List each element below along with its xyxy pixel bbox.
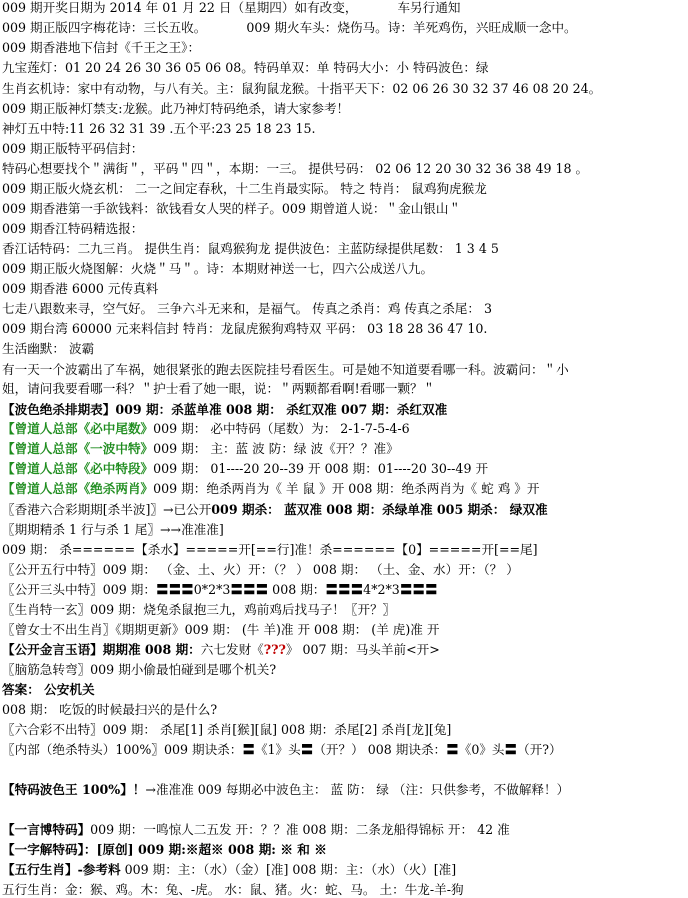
text-line (2, 201, 461, 217)
line-segment: 009 期正版神灯禁支:龙猴。此乃神灯特码绝杀，请大家参考！ (2, 101, 350, 116)
text-line (2, 261, 433, 277)
text-line (2, 101, 349, 117)
line-segment: 有一天一个波霸出了车祸，她很紧张的跑去医院挂号看医生。可是她不知道要看哪一科。波霸问：＂小 (2, 362, 569, 377)
line-segment: 【公开金言玉语】期期准 008 期： (2, 642, 201, 657)
text-line (2, 141, 143, 157)
text-line (2, 682, 95, 698)
text-line (2, 542, 538, 558)
line-segment: 009 期正版火烧图解：火烧＂马＂。诗：本期财神送一七，四六公成送八九。 (2, 261, 434, 276)
text-line (2, 602, 395, 618)
text-line (2, 441, 399, 457)
text-line (2, 461, 488, 477)
line-segment: 【曾道人总部《必中尾数》 (2, 421, 154, 436)
text-line (2, 402, 447, 418)
line-segment: 009 期：一鸣惊人二五发 开：？？准 008 期：二条龙船得锦标 开： 42 准 (90, 822, 510, 837)
line-segment: 〖公开五行中特〗009 期： （金、土、火）开：（？ ） 008 期： （土、金、水）开：（？ ） (2, 562, 519, 577)
text-line (2, 181, 487, 197)
text-line (2, 582, 438, 598)
line-segment: 【五行生肖】-参考料 (2, 862, 121, 877)
line-segment: 〖公开三头中特〗009 期：〓〓〓0*2*3〓〓〓 008 期：〓〓〓4*2*3〓〓〓 (2, 582, 438, 597)
text-line (2, 722, 451, 738)
text-line (2, 81, 601, 97)
line-segment: 009 期：主：（水）（金）[准] 008 期：主：（水）（火）[准] (120, 862, 457, 877)
line-segment: 009 期正版四字梅花诗：三长五收。 (2, 20, 207, 35)
text-line (2, 281, 158, 297)
line-segment: 》 007 期：马头羊前<开> (285, 642, 440, 657)
text-line (2, 0, 460, 16)
text-line (2, 241, 499, 257)
text-line (2, 702, 217, 718)
line-segment: 〖香港六合彩期期[杀半波]〗→已公开 (2, 502, 212, 517)
line-segment: ??? (263, 642, 286, 657)
line-segment: 009 期香港 6000 元传真料 (2, 281, 159, 296)
line-segment: 009 期： 主：蓝 波 防：绿 波《开？？准》 (153, 441, 399, 456)
line-segment: 009 期香港第一手欲钱料：欲钱看女人哭的样子。009 期曾道人说：＂金山银山＂ (2, 201, 462, 216)
text-line (2, 362, 569, 378)
text-line (2, 522, 224, 538)
text-line (2, 642, 440, 658)
line-segment: 009 期： 01----20 20--39 开 008 期：01----20 30--49 开 (153, 461, 489, 476)
line-segment: 009 期火车头：烧伤马。诗：羊死鸡伤，兴旺成顺一念中。 (246, 20, 577, 35)
text-line (2, 502, 548, 518)
line-segment: 答案： 公安机关 (2, 682, 95, 697)
line-segment: 生活幽默： 波霸 (2, 341, 95, 356)
line-segment: 〖生肖特一玄〗009 期：烧兔杀鼠抱三九，鸡前鸡后找马子！〖开？〗 (2, 602, 396, 617)
line-segment: 特码心想要找个＂满街＂，平码＂四＂，本期：一三。 提供号码： 02 06 12 20 30 32 36 38 49 18 。 (2, 161, 589, 176)
line-segment: 009 期： 必中特码（尾数）为： 2-1-7-5-4-6 (153, 421, 410, 436)
line-segment: 009 期杀： 蓝双准 008 期：杀绿单准 005 期杀： 绿双准 (211, 502, 548, 517)
line-segment: 008 期： 吃饭的时候最扫兴的是什么? (2, 702, 218, 717)
line-segment: 009 期香江特码精选报： (2, 221, 144, 236)
text-line (2, 822, 510, 838)
text-line (2, 40, 200, 56)
text-line (2, 842, 327, 858)
text-line (2, 221, 143, 237)
line-segment: 【一言博特码】 (2, 822, 91, 837)
text-line (2, 862, 456, 878)
text-line (2, 562, 519, 578)
text-line (2, 121, 316, 137)
line-segment: 〖曾女士不出生肖〗《期期更新》009 期： (牛 羊)准 开 008 期： (羊 虎)准 开 (2, 622, 440, 637)
line-segment: 七走八跟数来寻，空气好。 三争六斗无来和，是福气。 传真之杀肖：鸡 传真之杀尾： 3 (2, 301, 492, 316)
line-segment: 神灯五中特:11 26 32 31 39 .五个平:23 25 18 23 15. (2, 121, 316, 136)
line-segment: 【特码波色王 100%】！ (2, 782, 146, 797)
line-segment: 车另行通知 (397, 0, 461, 15)
text-line (2, 161, 588, 177)
line-segment: 〖脑筋急转弯〗009 期小偷最怕碰到是哪个机关? (2, 662, 277, 677)
line-segment: 〖内部（绝杀特头）100%〗009 期诀杀：〓《1》头〓（开？） 008 期诀杀：〓《0》头〓（开?） (2, 742, 562, 757)
line-segment: →准准准 009 每期必中波色主： 蓝 防： 绿 （注：只供参考，不做解释！） (145, 782, 570, 797)
line-segment: 009 期正版火烧玄机： 二一之间定春秋，十二生肖最实际。 特之 特肖： 鼠鸡狗虎猴龙 (2, 181, 487, 196)
text-line (2, 782, 569, 798)
line-segment: 生肖玄机诗：家中有动物，与八有关。主：鼠狗鼠龙猴。十指平天下：02 06 26 30 32 37 46 08 20 24。 (2, 81, 602, 96)
line-segment: 009 期香港地下信封《千王之王》： (2, 40, 201, 55)
line-segment: 009 期开奖日期为 2014 年 01 月 22 日（星期四）如有改变， (2, 0, 358, 15)
line-segment: 【曾道人总部《绝杀两肖》 (2, 481, 154, 496)
line-segment: 姐，请问我要看哪一科？＂护士看了她一眼，说：＂两颗都看啊!看哪一颗？＂ (2, 381, 436, 396)
line-segment: 六七发财《 (200, 642, 264, 657)
text-line (2, 341, 94, 357)
text-line (2, 381, 435, 397)
text-line (2, 421, 410, 437)
line-segment: 009 期台湾 60000 元来料信封 特肖：龙鼠虎猴狗鸡特双 平码： 03 18 28 36 47 10. (2, 321, 488, 336)
line-segment: 九宝莲灯：01 20 24 26 30 36 05 06 08。特码单双：单 特码大小：小 特码波色：绿 (2, 60, 489, 75)
text-line (2, 662, 276, 678)
line-segment: 香江话特码：二九三肖。 提供生肖：鼠鸡猴狗龙 提供波色：主蓝防绿提供尾数： 1 3 4 5 (2, 241, 499, 256)
line-segment: 五行生肖：金：猴、鸡。木：兔、-虎。 水：鼠、猪。火：蛇、马。 土：牛龙-羊-狗 (2, 882, 464, 897)
line-segment: 【曾道人总部《必中特段》 (2, 461, 154, 476)
text-line (2, 301, 492, 317)
line-segment: 009 期正版特平码信封： (2, 141, 144, 156)
line-segment: 〖期期精杀 1 行与杀 1 尾〗→→准准准] (2, 522, 224, 537)
text-line (2, 882, 464, 898)
text-line (2, 20, 577, 36)
line-segment: 009 期： 杀======【杀水】=====开[==行]准！杀======【0】=====开[==尾] (2, 542, 538, 557)
line-segment: 〖六合彩不出特〗009 期： 杀尾[1] 杀肖[猴][鼠] 008 期：杀尾[2] 杀肖[龙][兔] (2, 722, 452, 737)
text-line (2, 622, 440, 638)
line-segment: 009 期：绝杀两肖为《 羊 鼠 》开 008 期：绝杀两肖为《 蛇 鸡 》开 (153, 481, 540, 496)
text-line (2, 60, 489, 76)
text-line (2, 481, 539, 497)
text-line (2, 321, 487, 337)
text-line (2, 742, 562, 758)
line-segment: 【波色绝杀排期表】009 期：杀蓝单准 008 期： 杀红双准 007 期：杀红双准 (2, 402, 448, 417)
line-segment: 【一字解特码】：[原创] 009 期:※超※ 008 期: ※ 和 ※ (2, 842, 327, 857)
line-segment: 【曾道人总部《一波中特》 (2, 441, 154, 456)
